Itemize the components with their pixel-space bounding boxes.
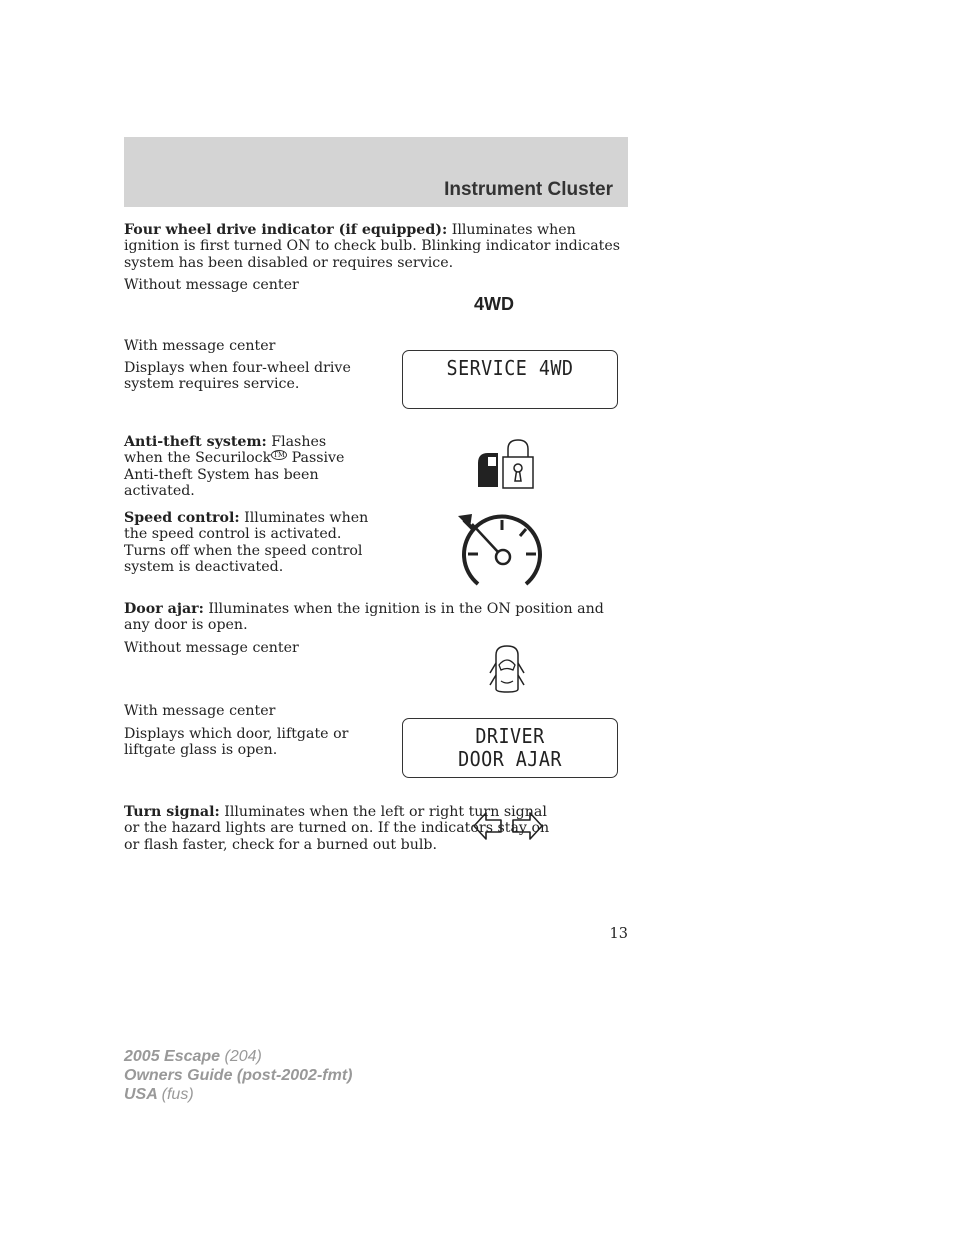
turn-signal-arrows-icon xyxy=(472,810,544,842)
door-ajar-car-icon xyxy=(488,643,526,695)
footer-line-1 xyxy=(124,1047,352,1066)
fwd-paragraph xyxy=(124,222,624,271)
antitheft-paragraph xyxy=(124,434,369,500)
lcd-door-ajar-text: DOOR AJAR xyxy=(458,747,562,771)
page-number: 13 xyxy=(609,926,628,942)
section-header xyxy=(124,137,628,207)
section-title: Instrument Cluster xyxy=(444,179,613,200)
fwd-heading: Four wheel drive indicator (if equipped): xyxy=(124,222,448,238)
fwd-without-label: Without message center xyxy=(124,277,299,293)
speed-heading: Speed control: xyxy=(124,510,240,526)
speed-paragraph xyxy=(124,510,379,576)
footer-model-code: (204) xyxy=(224,1048,262,1065)
anti-theft-lock-icon xyxy=(474,437,536,491)
speed-body: Illuminates when the speed control is activated. Turns off when the speed control system is deactivated. xyxy=(124,510,369,576)
antitheft-body-1: Flashes when the Securilock xyxy=(124,434,327,467)
fwd-body: Illuminates when ignition is first turned ON to check bulb. Blinking indicator indicates system has been disabled or requires service. xyxy=(124,222,621,271)
door-body: Illuminates when the ignition is in the ON position and any door is open. xyxy=(124,601,604,634)
left-turn-arrow-icon xyxy=(474,813,501,839)
speed-control-icon xyxy=(456,512,546,590)
right-turn-arrow-icon xyxy=(513,813,542,839)
footer-model: 2005 Escape xyxy=(124,1048,221,1065)
fwd-with-label: With message center xyxy=(124,338,276,354)
footer-line-2: Owners Guide (post-2002-fmt) xyxy=(124,1067,353,1084)
footer-market: USA xyxy=(124,1086,158,1103)
lcd-service-4wd-text: SERVICE 4WD xyxy=(446,356,574,380)
service-4wd-display xyxy=(402,350,618,409)
footer-market-code: (fus) xyxy=(161,1086,194,1103)
door-heading: Door ajar: xyxy=(124,601,204,617)
footer-line-3 xyxy=(124,1085,352,1104)
door-with-desc: Displays which door, liftgate or liftgate glass is open. xyxy=(124,726,349,759)
turn-heading: Turn signal: xyxy=(124,804,220,820)
antitheft-heading: Anti-theft system: xyxy=(124,434,267,450)
door-with-label: With message center xyxy=(124,703,276,719)
fwd-with-desc: Displays when four-wheel drive system requires service. xyxy=(124,360,351,393)
lcd-driver-text: DRIVER xyxy=(475,724,545,748)
trademark-mark: TM xyxy=(273,450,286,459)
door-without-label: Without message center xyxy=(124,640,299,656)
antitheft-body-2: Passive Anti-theft System has been activated. xyxy=(124,450,345,500)
document-footer xyxy=(124,1047,352,1104)
driver-door-ajar-display xyxy=(402,718,618,778)
door-paragraph xyxy=(124,601,624,634)
four-wd-indicator-icon: 4WD xyxy=(474,294,514,314)
turn-body: Illuminates when the left or right turn signal or the hazard lights are turned on. If the indicators stay on or flash faster, check for a burned out bulb. xyxy=(124,804,550,853)
